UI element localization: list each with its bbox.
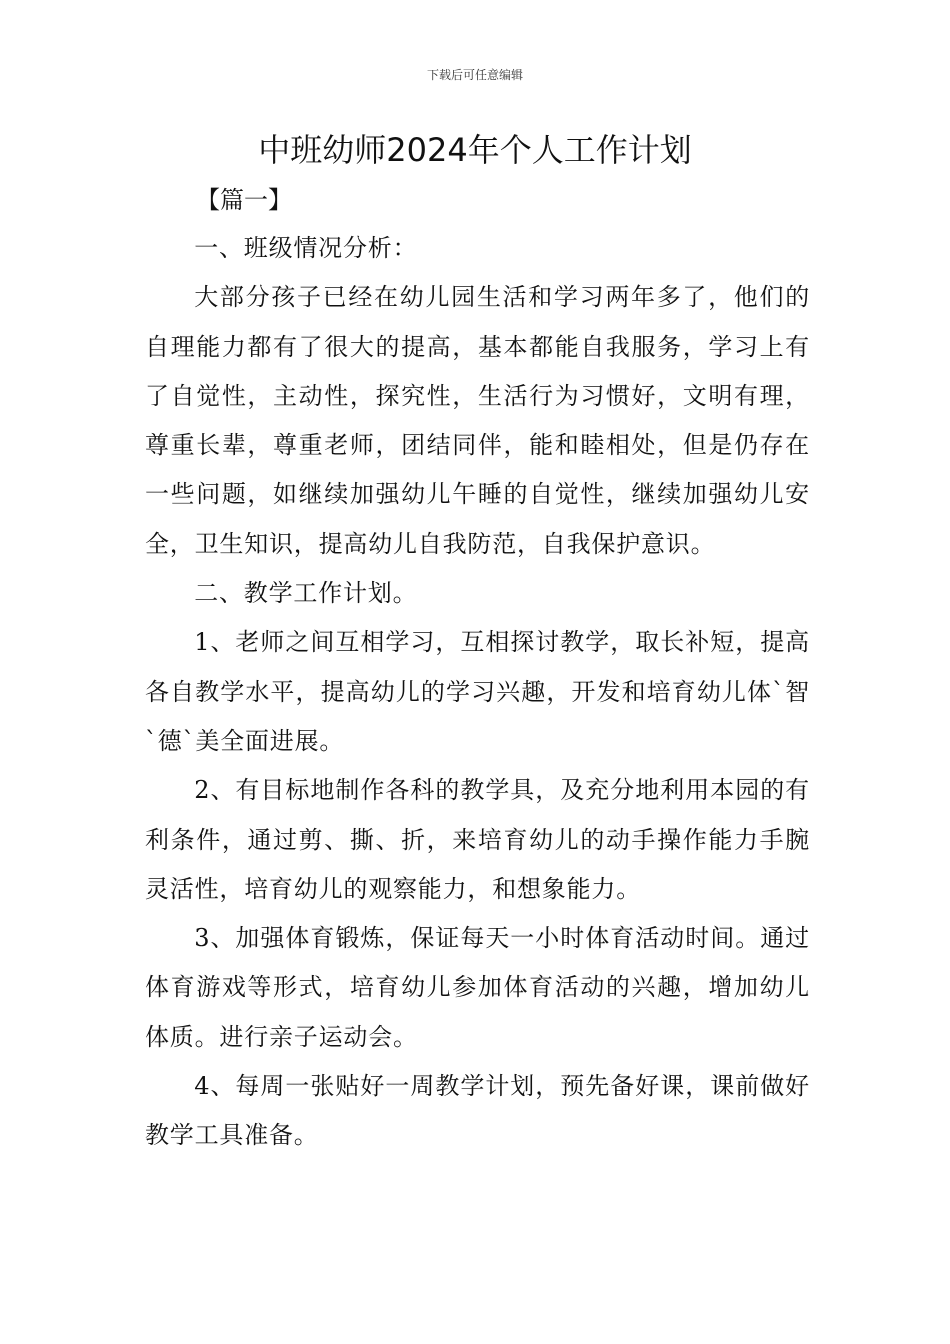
document-body: [145, 224, 810, 1161]
section-tag: 【篇一】: [196, 186, 292, 214]
heading-teaching-plan: 二、教学工作计划。: [194, 579, 418, 608]
header-note: 下载后可任意编辑: [426, 68, 523, 82]
plan-item-2: 2、有目标地制作各科的教学具，及充分地利用本园的有利条件，通过剪、撕、折，来培育幼儿的动手操作能力手腕灵活性，培育幼儿的观察能力，和想象能力。: [145, 776, 810, 903]
heading-class-analysis: 一、班级情况分析：: [194, 234, 418, 262]
plan-item-4: 4、每周一张贴好一周教学计划，预先备好课，课前做好教学工具准备。: [145, 1072, 810, 1150]
plan-item-3: 3、加强体育锻炼，保证每天一小时体育活动时间。通过体育游戏等形式，培育幼儿参加体育活动的兴趣，增加幼儿体质。进行亲子运动会。: [145, 924, 810, 1051]
plan-item-1: 1、老师之间互相学习，互相探讨教学，取长补短，提高各自教学水平，提高幼儿的学习兴趣，开发和培育幼儿体`智`德`美全面进展。: [145, 628, 810, 755]
paragraph-class-analysis: 大部分孩子已经在幼儿园生活和学习两年多了，他们的自理能力都有了很大的提高，基本都能自我服务，学习上有了自觉性，主动性，探究性，生活行为习惯好，文明有理，尊重长辈，尊重老师，团结同伴，能和睦相处，但是仍存在一些问题，如继续加强幼儿午睡的自觉性，继续加强幼儿安全，卫生知识，提高幼儿自我防范，自我保护意识。: [145, 283, 810, 558]
document-title: 中班幼师2024年个人工作计划: [258, 131, 692, 169]
